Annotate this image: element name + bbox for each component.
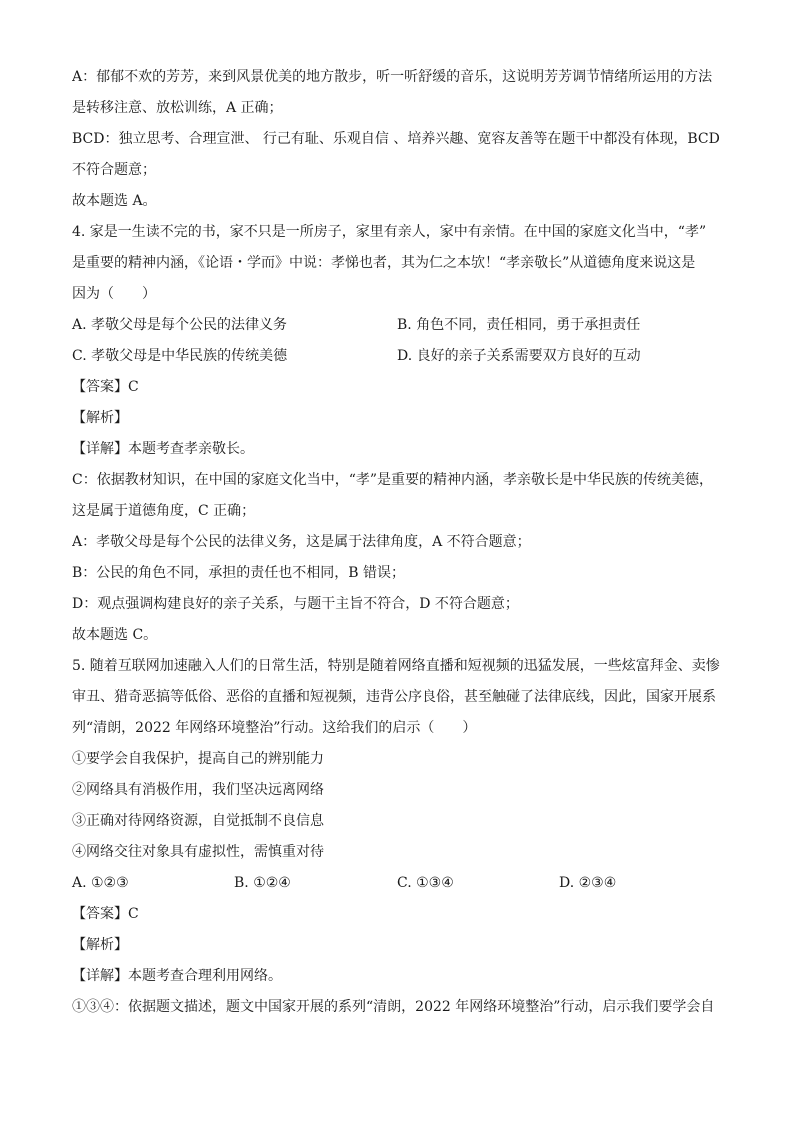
statement-item: ②网络具有消极作用，我们坚决远离网络 [72,782,324,798]
option-row [72,310,722,341]
detail-line: 【详解】本题考查孝亲敬长。 [72,441,254,457]
detail-line: 故本题选 C。 [72,627,158,643]
question-stem-line: 是重要的精神内涵，《论语・学而》中说：孝悌也者，其为仁之本欤！“孝亲敬长”从道德角度来说这是 [72,255,696,271]
detail-line: D：观点强调构建良好的亲子关系，与题干主旨不符合，D 不符合题意； [72,596,519,612]
text-line: 不符合题意； [72,162,156,178]
text-line: 是转移注意、放松训练，A 正确； [72,100,283,116]
analysis-label: 【解析】 [72,410,128,426]
question-stem-line: 5. 随着互联网加速融入人们的日常生活，特别是随着网络直播和短视频的迅猛发展，一些炫富拜金、卖惨 [72,658,720,674]
option-c: C. ①③④ [397,875,454,891]
text-line: BCD：独立思考、合理宣泄、 行己有耻、乐观自信 、培养兴趣、宽容友善等在题干中都没有体现，BCD [72,131,720,147]
detail-line: ①③④：依据题文描述，题文中国家开展的系列“清朗，2022 年网络环境整治”行动，启示我们要学会自 [72,999,715,1015]
option-b: B. ①②④ [234,875,291,891]
analysis-label: 【解析】 [72,937,128,953]
statement-item: ①要学会自我保护，提高自己的辨别能力 [72,751,324,767]
question-4 [72,217,722,651]
detail-line: A：孝敬父母是每个公民的法律义务，这是属于法律角度，A 不符合题意； [72,534,531,550]
statement-item: ④网络交往对象具有虚拟性，需慎重对待 [72,844,324,860]
answer-label: 【答案】C [72,906,139,922]
option-a: A. 孝敬父母是每个公民的法律义务 [72,317,288,333]
option-row [72,868,722,899]
statement-item: ③正确对待网络资源，自觉抵制不良信息 [72,813,324,829]
question-stem-line: 列“清朗，2022 年网络环境整治”行动。这给我们的启示（ ） [72,720,477,736]
detail-line: B：公民的角色不同，承担的责任也不相同，B 错误； [72,565,406,581]
question-stem-line: 因为（ ） [72,286,156,302]
option-d: D. ②③④ [559,875,617,891]
detail-line: C：依据教材知识，在中国的家庭文化当中，“孝”是重要的精神内涵，孝亲敬长是中华民族的传统美德， [72,472,714,488]
option-d: D. 良好的亲子关系需要双方良好的互动 [397,348,641,364]
answer-label: 【答案】C [72,379,139,395]
question-stem-line: 审丑、猎奇恶搞等低俗、恶俗的直播和短视频，违背公序良俗，甚至触碰了法律底线，因此，国家开展系 [72,689,716,705]
detail-line: 这是属于道德角度，C 正确； [72,503,256,519]
detail-line: 【详解】本题考查合理利用网络。 [72,968,282,984]
text-line: A：郁郁不欢的芳芳，来到风景优美的地方散步，听一听舒缓的音乐，这说明芳芳调节情绪所运用的方法 [72,69,713,85]
option-row [72,341,722,372]
document-page [72,62,722,1023]
q3-analysis-tail [72,62,722,217]
option-a: A. ①②③ [72,875,129,891]
option-b: B. 角色不同，责任相同，勇于承担责任 [397,317,641,333]
text-line: 故本题选 A。 [72,193,157,209]
option-c: C. 孝敬父母是中华民族的传统美德 [72,348,288,364]
question-5 [72,651,722,1023]
question-stem-line: 4. 家是一生读不完的书，家不只是一所房子，家里有亲人，家中有亲情。在中国的家庭文化当中，“孝” [72,224,707,240]
